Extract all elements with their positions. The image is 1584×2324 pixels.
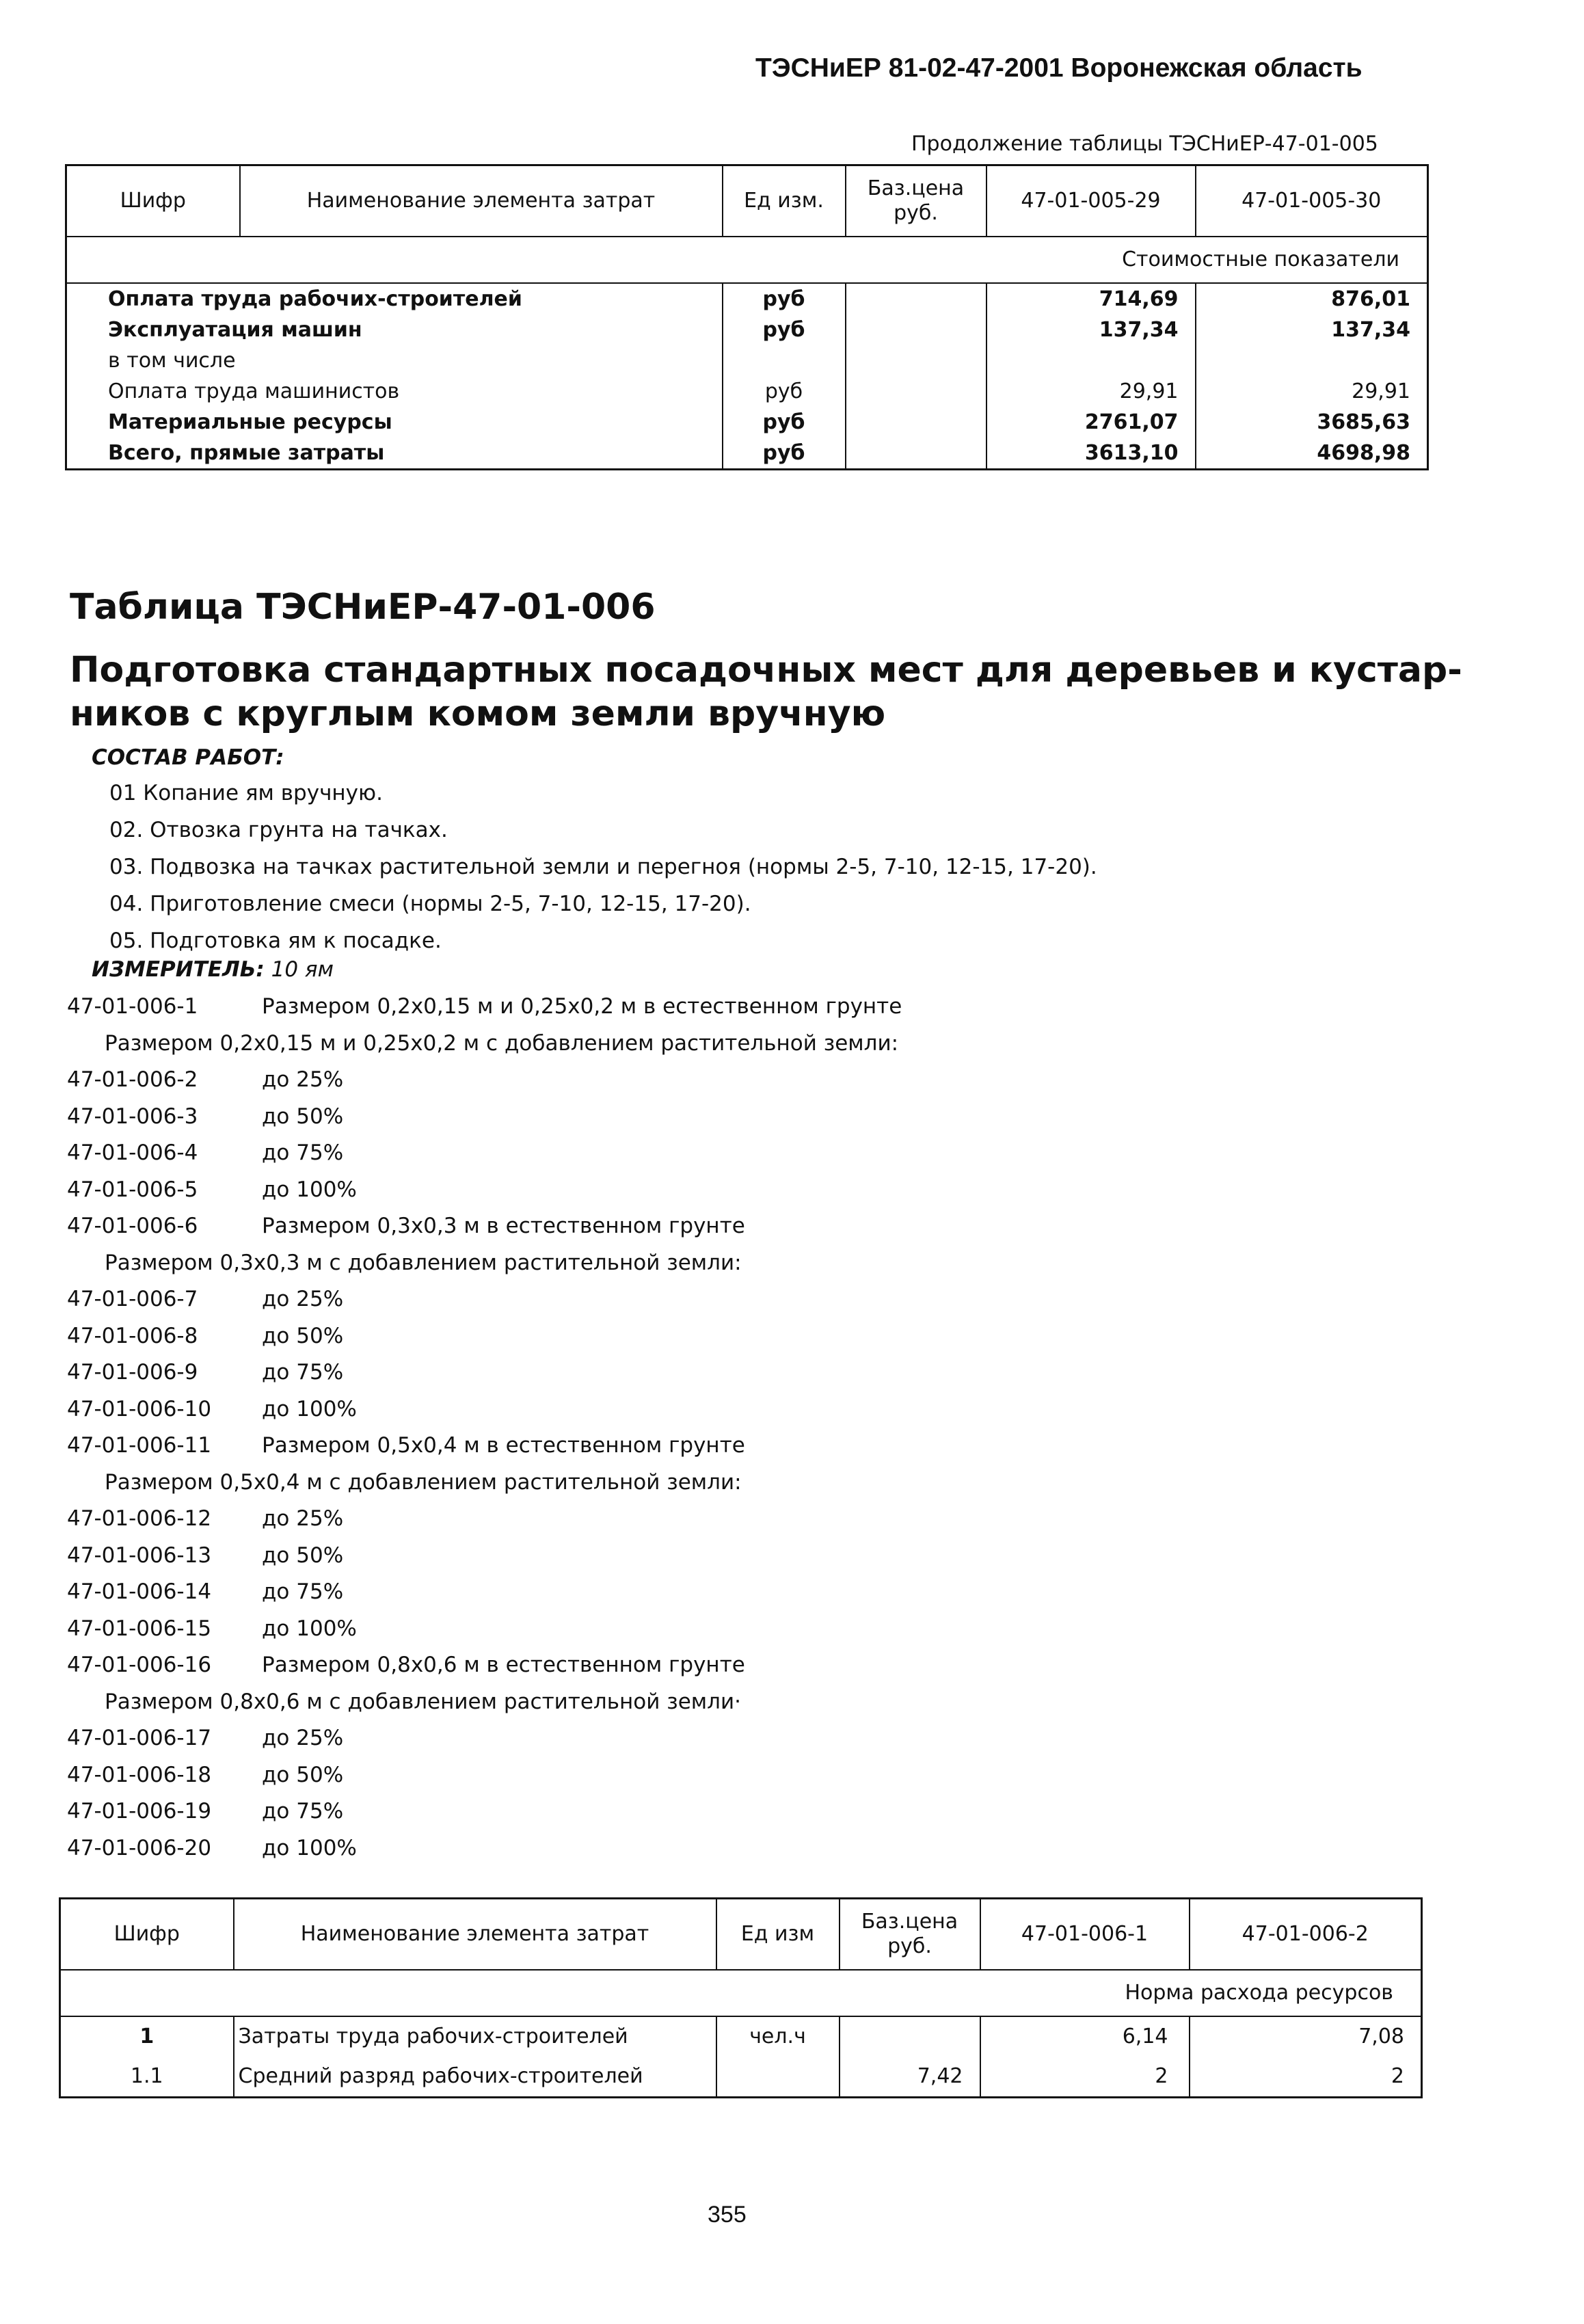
norm-item (67, 1026, 902, 1063)
norm-text: до 75% (262, 1140, 344, 1165)
row-name: Эксплуатация машин (108, 318, 362, 342)
norm-code: 47-01-006-16 (67, 1653, 212, 1677)
norm-text: Размером 0,2x0,15 м и 0,25x0,2 м в естественном грунте (262, 994, 902, 1019)
col-header-code: Шифр (66, 165, 240, 237)
row-unit: руб (723, 438, 846, 470)
norm-code: 47-01-006-8 (67, 1323, 198, 1348)
col-header-norm-2: 47-01-005-30 (1196, 165, 1428, 237)
col-header-norm-2: 47-01-006-2 (1190, 1899, 1422, 1971)
row-value-1: 29,91 (986, 376, 1196, 407)
norm-code: 47-01-006-4 (67, 1140, 198, 1165)
norm-text: до 50% (262, 1323, 344, 1348)
row-value-1 (986, 345, 1196, 376)
norm-code: 47-01-006-6 (67, 1214, 198, 1238)
row-value-2: 137,34 (1196, 315, 1428, 345)
norm-text: до 25% (262, 1067, 344, 1092)
measure-label: ИЗМЕРИТЕЛЬ: (92, 957, 265, 982)
col-header-unit: Ед изм (716, 1899, 840, 1971)
norm-code: 47-01-006-15 (67, 1616, 212, 1641)
col-header-norm-1: 47-01-005-29 (986, 165, 1196, 237)
norm-code: 47-01-006-11 (67, 1433, 212, 1458)
norm-item (67, 1281, 902, 1318)
table-row (66, 376, 1428, 407)
row-base-price (846, 283, 986, 315)
row-base-price (846, 407, 986, 438)
norm-item (67, 1354, 902, 1391)
norm-code: 47-01-006-19 (67, 1799, 212, 1824)
page-number: 355 (708, 2202, 747, 2228)
row-unit: руб (723, 283, 846, 315)
measure-value: 10 ям (271, 957, 334, 982)
row-value-2: 7,08 (1190, 2016, 1422, 2057)
norm-code: 47-01-006-2 (67, 1067, 198, 1092)
row-code: 1.1 (130, 2064, 163, 2088)
norm-text: до 100% (262, 1616, 357, 1641)
operation-item: 01 Копание ям вручную. (109, 781, 383, 805)
operation-item: 05. Подготовка ям к посадке. (109, 929, 442, 953)
norm-code: 47-01-006-9 (67, 1360, 198, 1385)
table-row (66, 283, 1428, 315)
norm-code: 47-01-006-13 (67, 1542, 212, 1568)
row-value-1: 6,14 (980, 2016, 1190, 2057)
table-subheader-row (60, 1970, 1422, 2016)
row-unit (716, 2057, 840, 2098)
norm-items-list (67, 989, 902, 1867)
col-header-base-price: Баз.цена руб. (846, 165, 986, 237)
norm-item (67, 1757, 902, 1794)
table-row (66, 407, 1428, 438)
measure-line (92, 957, 334, 982)
row-value-2: 876,01 (1196, 283, 1428, 315)
norm-text: до 100% (262, 1177, 357, 1202)
norm-text: Размером 0,8x0,6 м в естественном грунте (262, 1653, 745, 1677)
norm-code: 47-01-006-17 (67, 1726, 212, 1750)
table-row (60, 2016, 1422, 2057)
norm-text: до 50% (262, 1104, 344, 1129)
table-subheader: Стоимостные показатели (66, 237, 1428, 283)
norm-item (67, 1391, 902, 1428)
norm-item (67, 1647, 902, 1684)
norm-item (67, 1611, 902, 1648)
norm-code: 47-01-006-18 (67, 1762, 212, 1787)
row-unit: руб (723, 407, 846, 438)
row-value-1: 3613,10 (986, 438, 1196, 470)
row-unit: руб (723, 376, 846, 407)
row-value-2: 29,91 (1196, 376, 1428, 407)
norm-item (67, 1208, 902, 1245)
row-value-2: 2 (1190, 2057, 1422, 2098)
table-subheader-row (66, 237, 1428, 283)
norm-item (67, 1172, 902, 1209)
running-header: ТЭСНиЕР 81-02-47-2001 Воронежская область (755, 53, 1362, 83)
row-name: в том числе (108, 349, 236, 373)
col-header-base-price: Баз.цена руб. (840, 1899, 980, 1971)
row-base-price (846, 315, 986, 345)
table-subheader: Норма расхода ресурсов (60, 1970, 1422, 2016)
norm-text: до 100% (262, 1835, 357, 1860)
row-unit: руб (723, 315, 846, 345)
row-name: Оплата труда рабочих-строителей (108, 287, 522, 311)
table-row (66, 345, 1428, 376)
norm-text: Размером 0,8x0,6 м с добавлением растительной земли· (105, 1689, 741, 1714)
cost-table (65, 164, 1429, 470)
norm-code: 47-01-006-12 (67, 1506, 212, 1531)
table-header-row (60, 1899, 1422, 1971)
norm-item (67, 1465, 902, 1501)
row-name: Средний разряд рабочих-строителей (234, 2057, 716, 2098)
norm-item (67, 1062, 902, 1099)
norm-text: до 25% (262, 1287, 344, 1311)
norm-text: до 75% (262, 1799, 344, 1824)
norm-text: до 75% (262, 1579, 344, 1604)
norm-code: 47-01-006-7 (67, 1287, 198, 1311)
row-value-2: 3685,63 (1196, 407, 1428, 438)
norm-item (67, 1830, 902, 1867)
norm-text: до 100% (262, 1396, 357, 1421)
table-row (60, 2057, 1422, 2098)
norm-item (67, 1574, 902, 1611)
norm-item (67, 1428, 902, 1465)
section-title: Подготовка стандартных посадочных мест для деревьев и кустар-ников с круглым комом земли вручную (70, 650, 1462, 734)
table-row (66, 438, 1428, 470)
col-header-unit: Ед изм. (723, 165, 846, 237)
norm-item (67, 989, 902, 1026)
norm-code: 47-01-006-5 (67, 1177, 198, 1202)
row-code: 1 (139, 2025, 155, 2048)
norm-text: до 50% (262, 1542, 344, 1568)
row-base-price (846, 376, 986, 407)
work-operations-list (109, 775, 1097, 959)
row-name: Затраты труда рабочих-строителей (234, 2016, 716, 2057)
row-name: Всего, прямые затраты (108, 441, 385, 465)
table-row (66, 315, 1428, 345)
norm-text: Размером 0,5x0,4 м с добавлением растительной земли: (105, 1469, 742, 1495)
norm-item (67, 1793, 902, 1830)
work-composition-label: СОСТАВ РАБОТ: (92, 745, 284, 770)
col-header-name: Наименование элемента затрат (240, 165, 723, 237)
row-base-price (846, 438, 986, 470)
row-base-price (840, 2016, 980, 2057)
row-value-1: 2 (980, 2057, 1190, 2098)
norm-text: до 25% (262, 1506, 344, 1531)
norm-code: 47-01-006-3 (67, 1104, 198, 1129)
row-value-2: 4698,98 (1196, 438, 1428, 470)
resource-table (59, 1897, 1423, 2098)
norm-text: Размером 0,3x0,3 м в естественном грунте (262, 1214, 745, 1238)
operation-item: 02. Отвозка грунта на тачках. (109, 818, 448, 842)
norm-item (67, 1135, 902, 1172)
norm-text: Размером 0,2x0,15 м и 0,25x0,2 м с добавлением растительной земли: (105, 1030, 899, 1056)
operation-item: 03. Подвозка на тачках растительной земли и перегноя (нормы 2-5, 7-10, 12-15, 17-20). (109, 855, 1097, 879)
col-header-norm-1: 47-01-006-1 (980, 1899, 1190, 1971)
row-name: Материальные ресурсы (108, 410, 392, 434)
norm-item (67, 1501, 902, 1538)
norm-item (67, 1684, 902, 1721)
norm-item (67, 1720, 902, 1757)
row-unit (723, 345, 846, 376)
norm-text: Размером 0,5x0,4 м в естественном грунте (262, 1433, 745, 1458)
row-value-1: 2761,07 (986, 407, 1196, 438)
norm-code: 47-01-006-1 (67, 994, 198, 1019)
continuation-note: Продолжение таблицы ТЭСНиЕР-47-01-005 (911, 132, 1378, 156)
norm-text: до 25% (262, 1726, 344, 1750)
norm-code: 47-01-006-10 (67, 1396, 212, 1421)
row-value-2 (1196, 345, 1428, 376)
row-name: Оплата труда машинистов (108, 379, 400, 403)
norm-code: 47-01-006-14 (67, 1579, 212, 1604)
row-value-1: 137,34 (986, 315, 1196, 345)
table-header-row (66, 165, 1428, 237)
norm-text: Размером 0,3x0,3 м с добавлением растительной земли: (105, 1250, 742, 1275)
norm-item (67, 1318, 902, 1355)
norm-item (67, 1099, 902, 1136)
row-base-price: 7,42 (840, 2057, 980, 2098)
row-base-price (846, 345, 986, 376)
norm-text: до 75% (262, 1360, 344, 1385)
col-header-code: Шифр (60, 1899, 234, 1971)
row-value-1: 714,69 (986, 283, 1196, 315)
col-header-name: Наименование элемента затрат (234, 1899, 716, 1971)
operation-item: 04. Приготовление смеси (нормы 2-5, 7-10, 12-15, 17-20). (109, 892, 751, 916)
norm-code: 47-01-006-20 (67, 1835, 212, 1860)
row-unit: чел.ч (716, 2016, 840, 2057)
table-title: Таблица ТЭСНиЕР-47-01-006 (70, 587, 656, 628)
norm-item (67, 1538, 902, 1575)
norm-text: до 50% (262, 1762, 344, 1787)
norm-item (67, 1245, 902, 1282)
